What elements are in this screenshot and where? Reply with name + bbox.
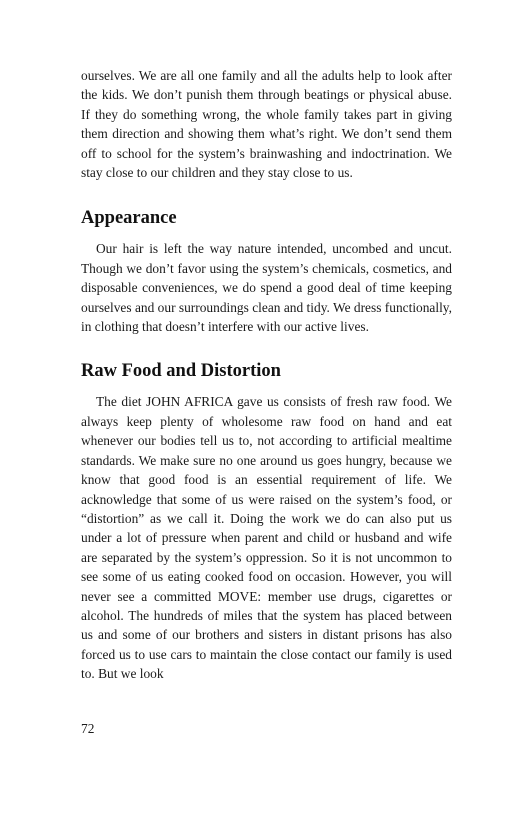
page-number: 72 (81, 721, 95, 736)
section-heading-raw-food: Raw Food and Distortion (81, 361, 281, 382)
continued-paragraph: ourselves. We are all one family and all the adults help to look after the kids. We don’t punish them through beatings or physical abuse. If they do something wrong, the whole family takes part in giving them direction and showing them what’s right. We don’t send them off to school for the system’s brainwashing and indoctrination. We stay close to our children and they stay close to us. (81, 68, 452, 181)
raw-food-paragraph: The diet JOHN AFRICA gave us consists of fresh raw food. We always keep plenty of wholesome raw food on hand and eat whenever our bodies tell us to, not according to artificial mealtime standards. We make sure no one around us goes hungry, because we know that good food is an essential requirement of life. We acknowledge that some of us were raised on the system’s food, or “distortion” as we call it. Doing the work we do can also put us under a lot of pressure when parent and child or husband and wife are separated by the system’s oppression. So it is not uncommon to see some of us eating cooked food on occasion. However, you will never see a committed MOVE: member use drugs, cigarettes or alcohol. The hundreds of miles that the system has placed between us and some of our brothers and sisters in distant prisons has also forced us to use cars to maintain the close contact our family is used to. But we look (81, 394, 452, 682)
appearance-paragraph: Our hair is left the way nature intended, uncombed and uncut. Though we don’t favor using the system’s chemicals, cosmetics, and disposable conveniences, we do spend a good deal of time keeping ourselves and our surroundings clean and tidy. We dress functionally, in clothing that doesn’t interfere with our active lives. (81, 241, 452, 335)
section-heading-appearance: Appearance (81, 208, 177, 229)
text-block (81, 66, 452, 684)
